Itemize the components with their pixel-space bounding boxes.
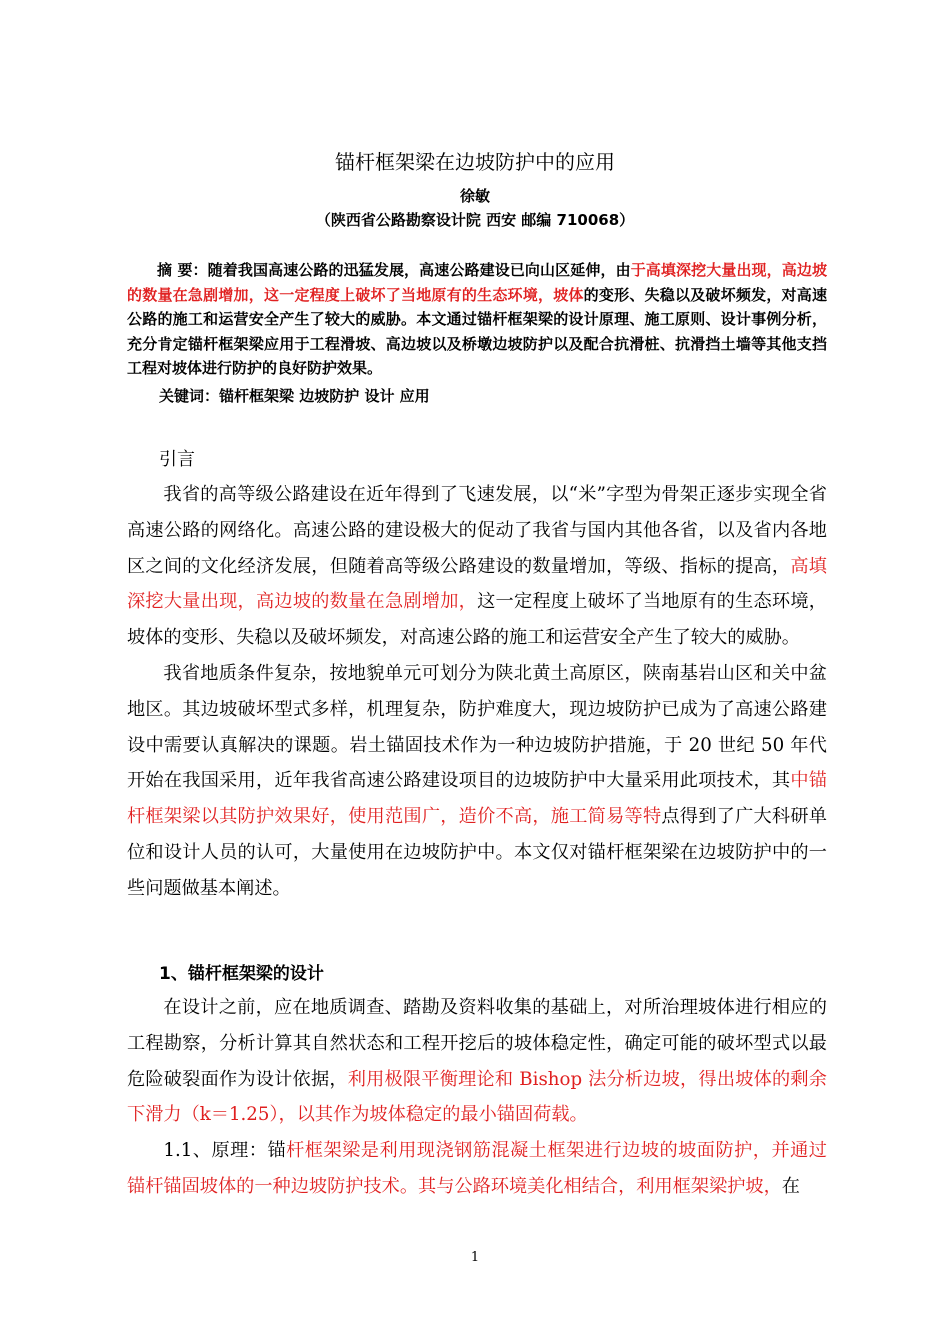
intro-paragraph-2 <box>127 656 827 907</box>
text-run: 1.1、原理：锚 <box>163 1140 287 1162</box>
page-number: 1 <box>470 1250 480 1265</box>
section1-paragraph-2 <box>127 1133 827 1205</box>
section1-paragraph-1 <box>127 990 827 1133</box>
abstract <box>127 258 827 381</box>
text-run: 点得到了广大科研单位和设计人员的认可，大量使用在边坡防护中。本文仅对锚杆框架梁在边坡防护中的一些问题做基本阐述。 <box>127 806 827 899</box>
author-name: 徐敏 <box>459 187 490 205</box>
abstract-text-cont: 的变形、失稳以及破坏频发，对高速公路的施工和运营安全产生了较大的威胁。本文通过锚杆框架梁的设计原理、施工原则、设计事例分析，充分肯定锚杆框架梁应用于工程滑坡、高边坡以及桥墩边坡防护以及配合抗滑桩、抗滑挡土墙等其他支挡工程对坡体进行防护的良好防护效果。 <box>127 285 827 377</box>
text-run: 我省地质条件复杂，按地貌单元可划分为陕北黄土高原区，陕南基岩山区和关中盆地区。其边坡破坏型式多样，机理复杂，防护难度大，现边坡防护已成为了高速公路建设中需要认真解决的课题。岩土锚固技术作为一种边坡防护措施，于 20 世纪 50 年代开始在我国采用，近年我省高速公路建设项目的边坡防护中大量采用此项技术，其 <box>127 662 827 792</box>
abstract-highlight: 于高填深挖大量出现，高边坡的数量在急剧增加，这一定程度上破坏了当地原有的生态环境，坡体 <box>127 261 827 304</box>
section1-heading: 1、锚杆框架梁的设计 <box>159 964 324 984</box>
intro-body <box>127 477 827 907</box>
section1-body <box>127 990 827 1205</box>
highlighted-text: 高填深挖大量出现，高边坡的数量在急剧增加， <box>127 555 827 613</box>
text-run: 在设计之前，应在地质调查、踏勘及资料收集的基础上，对所治理坡体进行相应的工程勘察，分析计算其自然状态和工程开挖后的坡体稳定性，确定可能的破坏型式以最危险破裂面作为设计依据， <box>127 997 827 1090</box>
highlighted-text: 杆框架梁是利用现浇钢筋混凝土框架进行边坡的坡面防护，并通过锚杆锚固坡体的一种边坡防护技术。其与公路环境美化相结合，利用框架梁护坡， <box>127 1140 827 1197</box>
text-run: 在 <box>781 1175 800 1197</box>
keywords: 关键词：锚杆框架梁 边坡防护 设计 应用 <box>159 387 430 405</box>
abstract-text: 摘 要：随着我国高速公路的迅猛发展，高速公路建设已向山区延伸，由 <box>157 261 631 279</box>
intro-paragraph-1 <box>127 477 827 656</box>
highlighted-text: 利用极限平衡理论和 Bishop 法分析边坡，得出坡体的剩余下滑力（k＝1.25），以其作为坡体稳定的最小锚固荷载。 <box>127 1068 827 1126</box>
text-run: 这一定程度上破坏了当地原有的生态环境，坡体的变形、失稳以及破坏频发，对高速公路的施工和运营安全产生了较大的威胁。 <box>127 591 827 649</box>
paper-title: 锚杆框架梁在边坡防护中的应用 <box>335 150 615 174</box>
text-run: 我省的高等级公路建设在近年得到了飞速发展，以“米”字型为骨架正逐步实现全省高速公路的网络化。高速公路的建设极大的促动了我省与国内其他各省，以及省内各地区之间的文化经济发展，但随着高等级公路建设的数量增加，等级、指标的提高， <box>127 484 827 577</box>
author-affiliation: （陕西省公路勘察设计院 西安 邮编 710068） <box>315 211 635 229</box>
intro-heading: 引言 <box>159 449 195 470</box>
highlighted-text: 中锚杆框架梁以其防护效果好，使用范围广，造价不高，施工简易等特 <box>127 770 827 828</box>
